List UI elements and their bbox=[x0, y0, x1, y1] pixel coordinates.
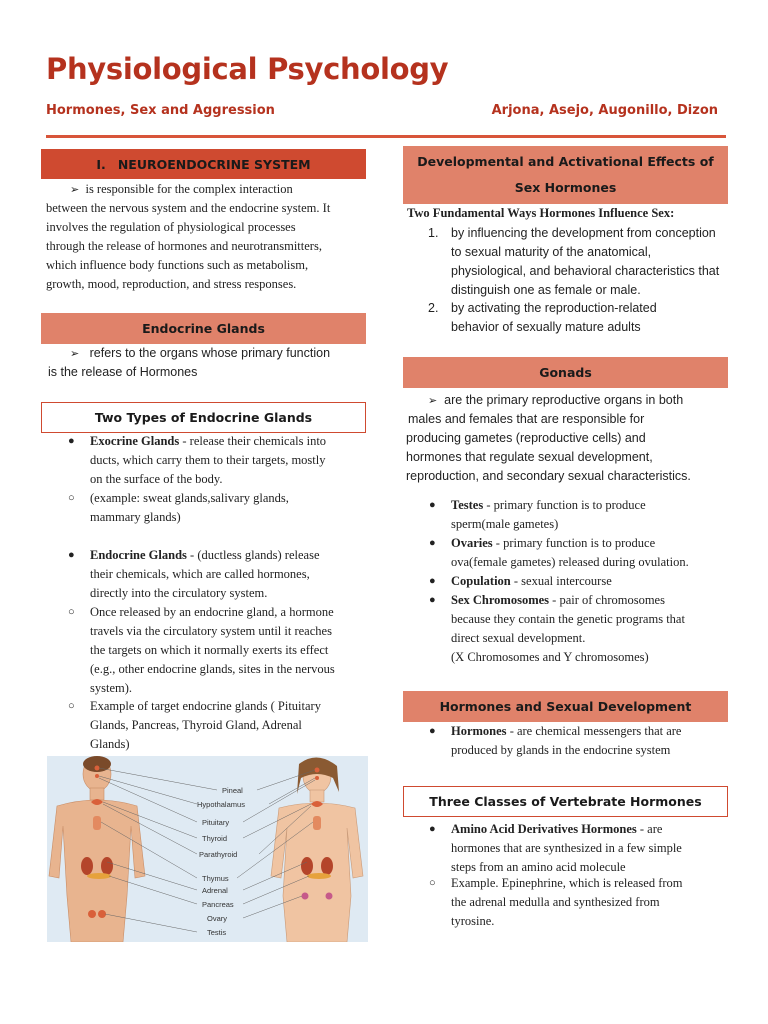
text-line: (X Chromosomes and Y chromosomes) bbox=[451, 650, 649, 664]
section-heading-three-classes: Three Classes of Vertebrate Hormones bbox=[403, 786, 728, 817]
text-line: (example: sweat glands,salivary glands, bbox=[90, 491, 289, 505]
list-item-dev-1 bbox=[451, 224, 731, 300]
list-item-dev-2 bbox=[451, 299, 731, 337]
heading-line: Developmental and Activational Effects of bbox=[417, 154, 714, 169]
text-line: is the release of Hormones bbox=[48, 365, 198, 379]
dev-intro: Two Fundamental Ways Hormones Influence Sex: bbox=[407, 206, 675, 220]
bullet-icon: ● bbox=[429, 575, 436, 587]
text-line: growth, mood, reproduction, and stress responses. bbox=[46, 277, 297, 291]
text-line: (e.g., other endocrine glands, sites in the nervous bbox=[90, 662, 335, 676]
text-line: by influencing the development from conception bbox=[451, 226, 716, 240]
text-line: - (ductless glands) release bbox=[186, 548, 320, 562]
list-item-exocrine-example bbox=[90, 489, 370, 527]
text-line: - primary function is to produce bbox=[492, 536, 656, 550]
text-line: sperm(male gametes) bbox=[451, 517, 559, 531]
figure-label: Thymus bbox=[202, 874, 229, 883]
term: Testes bbox=[451, 498, 484, 512]
list-item-copulation bbox=[451, 572, 731, 591]
text-line: - primary function is to produce bbox=[483, 498, 646, 512]
text-line: refers to the organs whose primary function bbox=[89, 346, 331, 360]
section-heading-dev-effects bbox=[403, 146, 728, 204]
endocrine-glands-paragraph bbox=[48, 344, 368, 382]
text-line: tyrosine. bbox=[451, 914, 495, 928]
section-heading-text: NEUROENDOCRINE SYSTEM bbox=[117, 156, 311, 172]
section-heading-two-types: Two Types of Endocrine Glands bbox=[41, 402, 366, 433]
term: Hormones bbox=[451, 724, 507, 738]
text-line: - sexual intercourse bbox=[510, 574, 612, 588]
figure-label: Ovary bbox=[207, 914, 228, 923]
section-number: I. bbox=[96, 156, 106, 172]
text-line: are the primary reproductive organs in both bbox=[444, 393, 684, 407]
text-line: involves the regulation of physiological processes bbox=[46, 220, 296, 234]
text-line: producing gametes (reproductive cells) and bbox=[406, 431, 646, 445]
text-line: Example of target endocrine glands ( Pituitary bbox=[90, 699, 321, 713]
section-heading-sexual-development: Hormones and Sexual Development bbox=[403, 691, 728, 722]
list-item-epinephrine-example bbox=[451, 874, 731, 931]
text-line: hormones that regulate sexual development, bbox=[406, 450, 653, 464]
figure-label: Adrenal bbox=[202, 886, 228, 895]
text-line: ova(female gametes) released during ovulation. bbox=[451, 555, 689, 569]
bullet-icon: ● bbox=[68, 549, 75, 561]
bullet-icon: ● bbox=[429, 594, 436, 606]
text-line: reproduction, and secondary sexual characteristics. bbox=[406, 469, 691, 483]
text-line: hormones that are synthesized in a few simple bbox=[451, 841, 682, 855]
text-line: Glands, Pancreas, Thyroid Gland, Adrenal bbox=[90, 718, 302, 732]
text-line: directly into the circulatory system. bbox=[90, 586, 268, 600]
list-item-endocrine-sub2 bbox=[90, 697, 370, 754]
text-line: is responsible for the complex interaction bbox=[85, 182, 293, 196]
list-number: 2. bbox=[428, 301, 439, 315]
text-line: steps from an amino acid molecule bbox=[451, 860, 626, 874]
text-line: - pair of chromosomes bbox=[549, 593, 665, 607]
list-item-testes bbox=[451, 496, 731, 534]
page-subtitle: Hormones, Sex and Aggression bbox=[46, 103, 275, 118]
figure-label: Testis bbox=[207, 928, 227, 937]
heading-line: Sex Hormones bbox=[514, 180, 617, 195]
circle-bullet-icon: ○ bbox=[68, 492, 75, 504]
list-item-hormones bbox=[451, 722, 731, 760]
text-line: to sexual maturity of the anatomical, bbox=[451, 245, 652, 259]
gonads-paragraph bbox=[406, 391, 731, 486]
text-line: physiological, and behavioral characteristics that bbox=[451, 264, 720, 278]
text-line: direct sexual development. bbox=[451, 631, 586, 645]
text-line: behavior of sexually mature adults bbox=[451, 320, 641, 334]
circle-bullet-icon: ○ bbox=[68, 700, 75, 712]
list-item-exocrine bbox=[90, 432, 370, 489]
term: Endocrine Glands bbox=[90, 548, 187, 562]
figure-label: Parathyroid bbox=[199, 850, 238, 859]
list-item-sex-chromosomes bbox=[451, 591, 731, 667]
list-item-endocrine bbox=[90, 546, 370, 603]
figure-label: Thyroid bbox=[202, 834, 228, 843]
text-line: Glands) bbox=[90, 737, 130, 751]
neuroendocrine-paragraph bbox=[46, 180, 366, 294]
bullet-icon: ● bbox=[429, 499, 436, 511]
circle-bullet-icon: ○ bbox=[429, 877, 436, 889]
list-item-endocrine-sub1 bbox=[90, 603, 370, 698]
endocrine-glands-figure bbox=[47, 756, 368, 942]
term: Copulation bbox=[451, 574, 511, 588]
text-line: Once released by an endocrine gland, a hormone bbox=[90, 605, 334, 619]
text-line: - release their chemicals into bbox=[179, 434, 327, 448]
list-item-amino-acid bbox=[451, 820, 731, 877]
text-line: males and females that are responsible for bbox=[408, 412, 645, 426]
text-line: produced by glands in the endocrine system bbox=[451, 743, 671, 757]
text-line: by activating the reproduction-related bbox=[451, 301, 657, 315]
term: Exocrine Glands bbox=[90, 434, 180, 448]
text-line: because they contain the genetic programs that bbox=[451, 612, 685, 626]
page-title: Physiological Psychology bbox=[46, 52, 449, 86]
circle-bullet-icon: ○ bbox=[68, 606, 75, 618]
figure-label: Pancreas bbox=[202, 900, 234, 909]
text-line: travels via the circulatory system until it reaches bbox=[90, 624, 332, 638]
arrow-bullet-icon: ➢ bbox=[428, 394, 438, 407]
figure-label: Pineal bbox=[222, 786, 243, 795]
text-line: system). bbox=[90, 681, 133, 695]
text-line: on the surface of the body. bbox=[90, 472, 223, 486]
figure-label: Hypothalamus bbox=[197, 800, 245, 809]
term: Ovaries bbox=[451, 536, 493, 550]
text-line: between the nervous system and the endocrine system. It bbox=[46, 201, 331, 215]
bullet-icon: ● bbox=[429, 537, 436, 549]
text-line: through the release of hormones and neurotransmitters, bbox=[46, 239, 322, 253]
text-line: distinguish one as female or male. bbox=[451, 283, 641, 297]
arrow-bullet-icon: ➢ bbox=[70, 347, 80, 360]
section-heading-endocrine-glands: Endocrine Glands bbox=[41, 313, 366, 344]
bullet-icon: ● bbox=[68, 435, 75, 447]
text-line: - are bbox=[636, 822, 663, 836]
list-number: 1. bbox=[428, 226, 439, 240]
text-line: ducts, which carry them to their targets, mostly bbox=[90, 453, 326, 467]
text-line: the targets on which it normally exerts its effect bbox=[90, 643, 329, 657]
text-line: - are chemical messengers that are bbox=[506, 724, 682, 738]
section-heading-gonads: Gonads bbox=[403, 357, 728, 388]
title-divider bbox=[46, 135, 726, 138]
text-line: the adrenal medulla and synthesized from bbox=[451, 895, 660, 909]
list-item-ovaries bbox=[451, 534, 731, 572]
section-heading-neuroendocrine bbox=[41, 149, 366, 179]
text-line: their chemicals, which are called hormones, bbox=[90, 567, 310, 581]
text-line: Example. Epinephrine, which is released from bbox=[451, 876, 683, 890]
authors: Arjona, Asejo, Augonillo, Dizon bbox=[491, 103, 718, 118]
bullet-icon: ● bbox=[429, 725, 436, 737]
bullet-icon: ● bbox=[429, 823, 436, 835]
figure-label: Pituitary bbox=[202, 818, 230, 827]
arrow-bullet-icon: ➢ bbox=[70, 183, 80, 196]
text-line: which influence body functions such as metabolism, bbox=[46, 258, 309, 272]
term: Amino Acid Derivatives Hormones bbox=[451, 822, 637, 836]
text-line: mammary glands) bbox=[90, 510, 181, 524]
term: Sex Chromosomes bbox=[451, 593, 550, 607]
